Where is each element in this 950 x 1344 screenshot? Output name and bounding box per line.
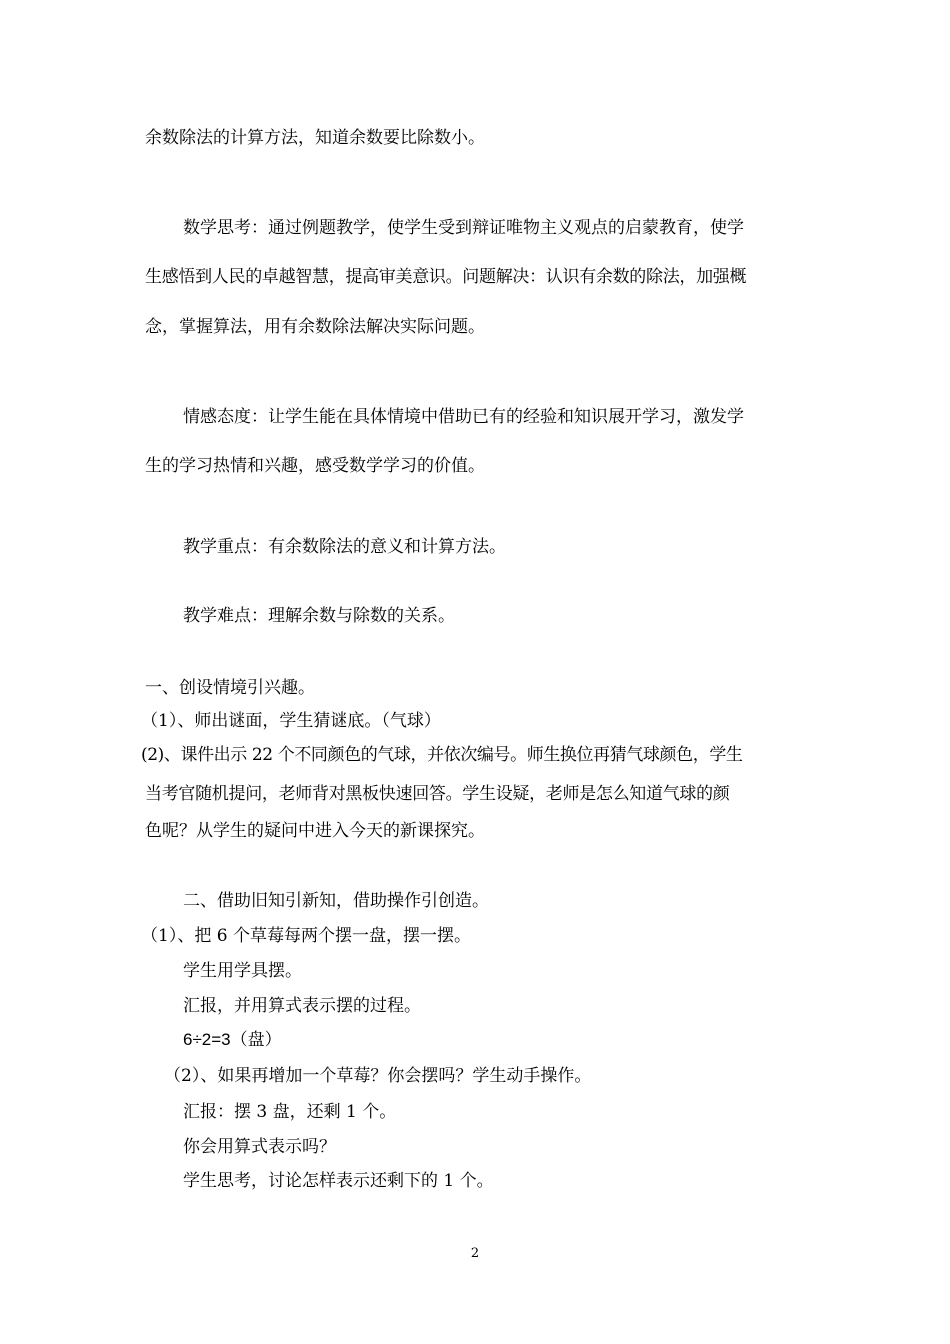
text-line: 汇报，并用算式表示摆的过程。: [183, 996, 421, 1016]
text-line: 生感悟到人民的卓越智慧，提高审美意识。问题解决：认识有余数的除法，加强概: [145, 267, 747, 287]
section-heading-1: 一、创设情境引兴趣。: [145, 678, 315, 698]
text-line: 色呢？从学生的疑问中进入今天的新课探究。: [145, 821, 485, 841]
text-line: 当考官随机提问，老师背对黑板快速回答。学生设疑，老师是怎么知道气球的颜: [145, 784, 730, 804]
paragraph-teaching-difficulty: 教学难点：理解余数与除数的关系。: [183, 606, 455, 626]
list-item: （2）、如果再增加一个草莓？你会摆吗？学生动手操作。: [164, 1066, 592, 1086]
equation: 6÷2=3: [183, 1030, 231, 1049]
equation-line: [183, 1029, 282, 1051]
text-line: 念，掌握算法，用有余数除法解决实际问题。: [145, 317, 485, 337]
list-item: （1）、把 6 个草莓每两个摆一盘，摆一摆。: [141, 926, 471, 946]
section-heading-2: 二、借助旧知引新知，借助操作引创造。: [183, 891, 489, 911]
text-line: 汇报：摆 3 盘，还剩 1 个。: [183, 1102, 397, 1122]
list-item: （1）、师出谜面，学生猜谜底。（气球）: [141, 711, 441, 731]
paragraph-teaching-key-point: 教学重点：有余数除法的意义和计算方法。: [183, 537, 506, 557]
list-item: (2)、课件出示 22 个不同颜色的气球，并依次编号。师生换位再猜气球颜色，学生: [141, 745, 743, 765]
text-line: 生的学习热情和兴趣，感受数学学习的价值。: [145, 456, 485, 476]
paragraph-math-thinking: 数学思考：通过例题教学，使学生受到辩证唯物主义观点的启蒙教育，使学: [183, 218, 744, 238]
text-line: 你会用算式表示吗？: [183, 1137, 336, 1157]
page-number: 2: [470, 1246, 480, 1261]
text-line: 学生用学具摆。: [183, 961, 302, 981]
text-line: 学生思考，讨论怎样表示还剩下的 1 个。: [183, 1171, 494, 1191]
equation-unit: （盘）: [230, 1030, 282, 1050]
text-line: 余数除法的计算方法，知道余数要比除数小。: [145, 128, 485, 148]
paragraph-emotion-attitude: 情感态度：让学生能在具体情境中借助已有的经验和知识展开学习，激发学: [183, 407, 744, 427]
